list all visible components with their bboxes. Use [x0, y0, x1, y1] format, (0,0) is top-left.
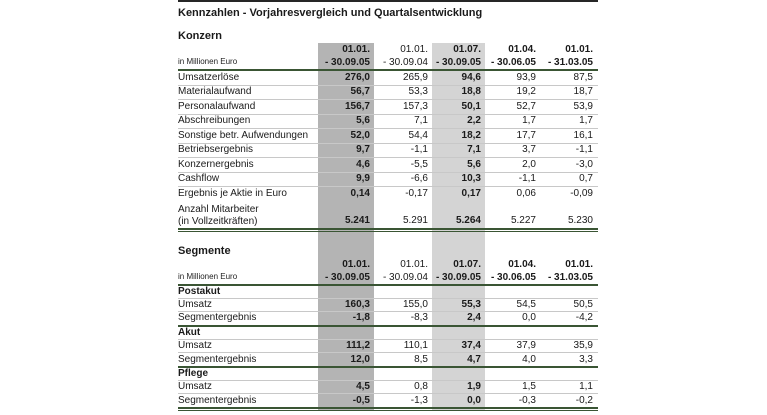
cell-value: 156,7: [344, 100, 370, 112]
konzern-column-header: [178, 43, 598, 69]
period-column-header-5: [540, 43, 597, 69]
row-label: Segmentergebnis: [178, 394, 257, 406]
cell-value: 9,7: [356, 144, 370, 156]
cell-value: -8,3: [410, 312, 428, 324]
row-label: Umsatz: [178, 298, 212, 310]
cell-value: -0,2: [575, 394, 593, 406]
cell-value: -1,1: [518, 173, 536, 185]
period-column-header-1: [318, 258, 374, 284]
period-to: - 30.09.04: [382, 57, 428, 68]
period-column-header-2: [374, 258, 432, 284]
cell-value: 0,0: [522, 312, 536, 324]
cell-value: 4,0: [522, 353, 536, 365]
cell-value: 55,3: [461, 298, 481, 310]
period-from: 01.04.: [508, 44, 536, 55]
cell-value: -0,09: [570, 188, 593, 200]
cell-value: 160,3: [344, 298, 370, 310]
cell-value: 110,1: [403, 339, 428, 351]
cell-value: 54,4: [408, 129, 428, 141]
cell-value: 12,0: [350, 353, 370, 365]
period-to: - 31.03.05: [547, 271, 593, 283]
cell-value: -0,17: [405, 188, 428, 200]
cell-value: 52,7: [516, 100, 536, 112]
period-to: - 30.09.05: [435, 271, 481, 283]
segment-group-heading: Akut: [178, 326, 201, 338]
table-row: [178, 115, 598, 130]
cell-value: 0,14: [350, 188, 370, 200]
table-row: [178, 86, 598, 101]
report-content: [178, 0, 598, 411]
cell-value: 4,7: [467, 353, 481, 365]
period-column-header-1: [318, 43, 374, 69]
period-from: 01.01.: [400, 44, 428, 55]
table-row: [178, 353, 598, 366]
table-row: [178, 71, 598, 86]
row-label: Umsatz: [178, 380, 212, 392]
cell-value: 155,0: [402, 298, 428, 310]
cell-value: 7,1: [414, 115, 428, 127]
cell-value: 265,9: [402, 71, 428, 83]
row-label: Abschreibungen: [178, 115, 251, 127]
cell-value: -6,6: [410, 173, 428, 185]
period-from: 01.01.: [565, 258, 593, 270]
period-from: 01.01.: [342, 258, 370, 270]
cell-value: -1,3: [410, 394, 428, 406]
row-label: Segmentergebnis: [178, 312, 257, 324]
cell-value: -1,8: [352, 312, 370, 324]
cell-value: -1,1: [410, 144, 428, 156]
period-from: 01.01.: [400, 258, 428, 270]
period-column-header-3: [432, 258, 485, 284]
cell-value: 18,7: [573, 86, 593, 98]
table-row: [178, 100, 598, 115]
cell-value: 2,4: [467, 312, 481, 324]
unit-label: in Millionen Euro: [178, 57, 238, 66]
cell-value: 94,6: [461, 71, 481, 83]
period-to: - 30.09.05: [435, 57, 481, 68]
cell-value: 111,2: [346, 339, 370, 351]
cell-value: 0,0: [467, 394, 481, 406]
table-row: [178, 340, 598, 353]
cell-value: 35,9: [573, 339, 593, 351]
row-label: Materialaufwand: [178, 86, 252, 98]
cell-value: -4,2: [575, 312, 593, 324]
period-column-header-5: [540, 258, 597, 284]
row-label: Segmentergebnis: [178, 353, 257, 365]
cell-value: 1,7: [522, 115, 536, 127]
cell-value: 2,0: [522, 158, 536, 170]
period-from: 01.07.: [453, 258, 481, 270]
period-from: 01.01.: [342, 44, 370, 55]
cell-value: 5.291: [402, 214, 428, 226]
page-title: Kennzahlen - Vorjahresvergleich und Quartalsentwicklung: [178, 7, 483, 19]
row-label: Cashflow: [178, 173, 220, 185]
row-label: Ergebnis je Aktie in Euro: [178, 188, 287, 200]
cell-value: -0,3: [518, 394, 536, 406]
cell-value: 5.227: [510, 214, 536, 226]
period-to: - 31.03.05: [547, 57, 593, 68]
period-from: 01.01.: [565, 44, 593, 55]
cell-value: 87,5: [573, 71, 593, 83]
cell-value: 1,5: [522, 380, 536, 392]
row-label: Betriebsergebnis: [178, 144, 254, 156]
period-to: - 30.06.05: [490, 57, 536, 68]
row-label: Umsatz: [178, 339, 212, 351]
cell-value: 0,7: [579, 173, 593, 185]
cell-value: 52,0: [350, 129, 370, 141]
cell-value: 54,5: [516, 298, 536, 310]
cell-value: 50,1: [461, 100, 481, 112]
cell-value: 5.241: [344, 214, 370, 226]
period-from: 01.07.: [453, 44, 481, 55]
top-divider: [178, 0, 598, 2]
konzern-closing-rule: [178, 228, 598, 232]
cell-value: 5,6: [356, 115, 370, 127]
cell-value: 18,8: [461, 86, 481, 98]
cell-value: 1,1: [579, 380, 593, 392]
cell-value: 9,9: [356, 173, 370, 185]
cell-value: 37,9: [516, 339, 536, 351]
cell-value: 4,5: [356, 380, 370, 392]
cell-value: 5,6: [467, 158, 481, 170]
cell-value: 0,06: [516, 188, 536, 200]
segment-group-heading: Pflege: [178, 367, 209, 379]
table-row: [178, 381, 598, 394]
cell-value: 4,6: [356, 158, 370, 170]
cell-value: 157,3: [402, 100, 428, 112]
cell-value: 10,3: [461, 173, 481, 185]
row-label: Sonstige betr. Aufwendungen: [178, 129, 309, 141]
segmente-table: [178, 286, 598, 408]
period-to: - 30.09.05: [324, 271, 370, 283]
period-to: - 30.09.05: [324, 57, 370, 68]
row-label: Personalaufwand: [178, 100, 256, 112]
cell-value: -5,5: [410, 158, 428, 170]
section-heading-segmente: Segmente: [178, 244, 231, 257]
table-row: [178, 312, 598, 325]
row-label-line2: (in Vollzeitkräften): [178, 215, 258, 227]
cell-value: -3,0: [575, 158, 593, 170]
table-row: [178, 158, 598, 173]
cell-value: 56,7: [350, 86, 370, 98]
section-heading-konzern: Konzern: [178, 30, 222, 42]
cell-value: 2,2: [467, 115, 481, 127]
table-row: [178, 129, 598, 144]
period-column-header-4: [485, 43, 540, 69]
cell-value: 1,7: [579, 115, 593, 127]
cell-value: 18,2: [461, 129, 481, 141]
cell-value: 0,17: [461, 188, 481, 200]
cell-value: 276,0: [344, 71, 370, 83]
table-row: [178, 299, 598, 312]
segment-group-heading: Postakut: [178, 285, 221, 297]
table-row: [178, 144, 598, 159]
cell-value: 19,2: [516, 86, 536, 98]
table-row: [178, 327, 598, 340]
table-row: [178, 173, 598, 188]
table-row: [178, 368, 598, 381]
cell-value: 53,9: [573, 100, 593, 112]
row-label: [178, 204, 318, 228]
cell-value: 16,1: [573, 129, 593, 141]
period-column-header-4: [485, 258, 540, 284]
table-row: [178, 286, 598, 299]
cell-value: -1,1: [575, 144, 593, 156]
table-row: [178, 394, 598, 407]
row-label: Konzernergebnis: [178, 158, 254, 170]
cell-value: 3,3: [579, 353, 593, 365]
konzern-table: [178, 71, 598, 228]
unit-label: in Millionen Euro: [178, 271, 238, 281]
cell-value: 8,5: [414, 353, 428, 365]
cell-value: -0,5: [352, 394, 370, 406]
cell-value: 7,1: [467, 144, 481, 156]
cell-value: 5.264: [455, 214, 481, 226]
table-row: [178, 202, 598, 228]
cell-value: 37,4: [461, 339, 481, 351]
cell-value: 17,7: [516, 129, 536, 141]
segmente-closing-rule: [178, 407, 598, 411]
cell-value: 50,5: [573, 298, 593, 310]
cell-value: 3,7: [522, 144, 536, 156]
cell-value: 1,9: [467, 380, 481, 392]
cell-value: 53,3: [408, 86, 428, 98]
segmente-column-header: [178, 258, 598, 284]
period-column-header-3: [432, 43, 485, 69]
period-to: - 30.09.04: [382, 271, 428, 283]
period-to: - 30.06.05: [490, 271, 536, 283]
period-column-header-2: [374, 43, 432, 69]
cell-value: 93,9: [516, 71, 536, 83]
row-label: Umsatzerlöse: [178, 71, 240, 83]
cell-value: 5.230: [567, 214, 593, 226]
cell-value: 0,8: [414, 380, 428, 392]
table-row: [178, 187, 598, 202]
period-from: 01.04.: [508, 258, 536, 270]
row-label-line1: Anzahl Mitarbeiter: [178, 203, 259, 215]
